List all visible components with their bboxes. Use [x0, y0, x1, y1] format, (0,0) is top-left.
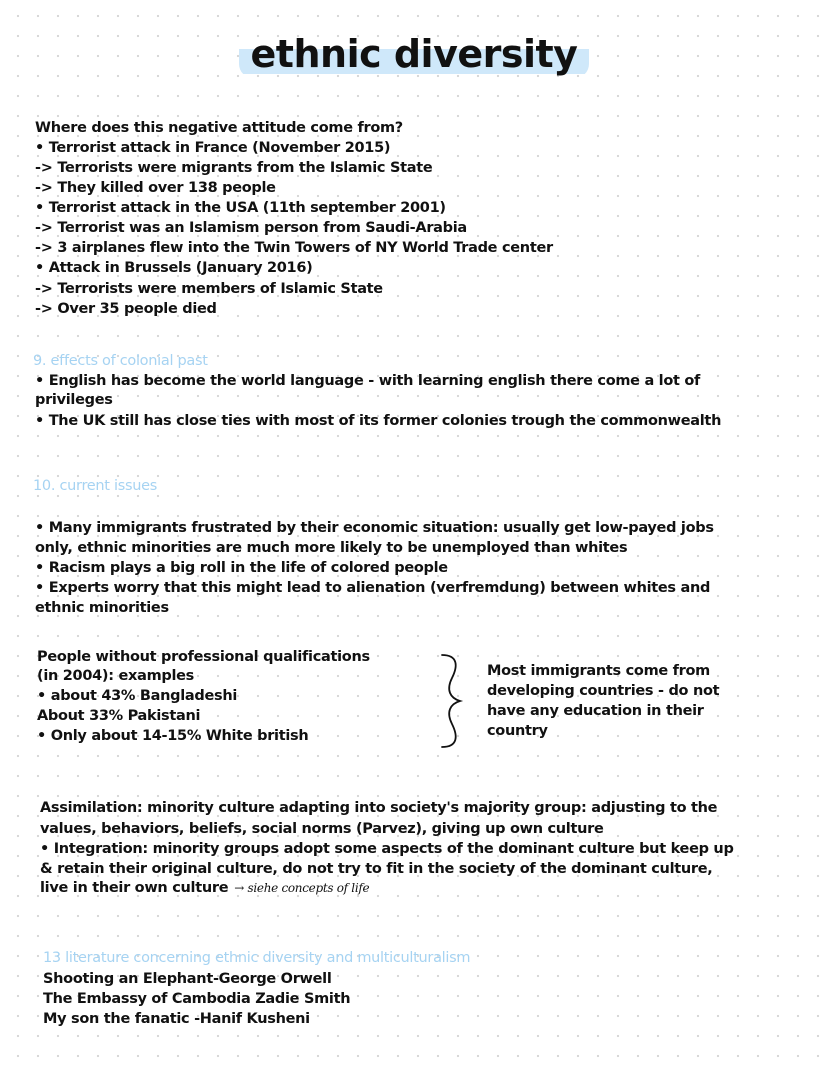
text-line: • Racism plays a big roll in the life of colored people — [35, 560, 448, 576]
text-line: -> They killed over 138 people — [35, 180, 276, 196]
text-line-content: live in their own culture — [40, 880, 229, 896]
text-line: -> Over 35 people died — [35, 301, 217, 317]
text-line: Assimilation: minority culture adapting into society's majority group: adjusting to the — [40, 800, 718, 816]
text-line: -> Terrorists were migrants from the Islamic State — [35, 160, 433, 176]
text-line: • Integration: minority groups adopt some aspects of the dominant culture but keep up — [40, 841, 734, 857]
text-line: & retain their original culture, do not try to fit in the society of the dominant culture, — [40, 861, 713, 877]
qualification-line: People without professional qualifications — [37, 649, 370, 665]
conclusion-line: country — [487, 723, 548, 739]
text-line: • Terrorist attack in France (November 2015) — [35, 140, 391, 156]
text-line: Where does this negative attitude come from? — [35, 120, 403, 136]
conclusion-line: have any education in their — [487, 703, 704, 719]
text-line: only, ethnic minorities are much more likely to be unemployed than whites — [35, 540, 628, 556]
section-heading-13: 13 literature concerning ethnic diversity and multiculturalism — [43, 950, 471, 966]
literature-item: Shooting an Elephant-George Orwell — [43, 971, 332, 987]
text-line: • Many immigrants frustrated by their economic situation: usually get low-payed jobs — [35, 520, 714, 536]
title-wrap — [0, 30, 828, 78]
curly-brace-icon — [436, 652, 470, 750]
text-line: -> 3 airplanes flew into the Twin Towers of NY World Trade center — [35, 240, 553, 256]
section-heading-10: 10. current issues — [33, 478, 157, 494]
qualification-line: • Only about 14-15% White british — [37, 728, 309, 744]
text-line: • English has become the world language - with learning english there come a lot of — [35, 373, 701, 389]
literature-item: My son the fanatic -Hanif Kusheni — [43, 1011, 310, 1027]
text-line: privileges — [35, 392, 113, 408]
text-line: • The UK still has close ties with most of its former colonies trough the commonwealth — [35, 413, 722, 429]
text-line: values, behaviors, beliefs, social norms (Parvez), giving up own culture — [40, 821, 604, 837]
qualification-line: About 33% Pakistani — [37, 708, 201, 724]
conclusion-line: developing countries - do not — [487, 683, 720, 699]
text-line — [40, 878, 369, 898]
section-heading-9: 9. effects of colonial past — [33, 353, 208, 369]
literature-item: The Embassy of Cambodia Zadie Smith — [43, 991, 351, 1007]
handwritten-note: → siehe concepts of life — [234, 881, 370, 895]
page-title: ethnic diversity — [239, 30, 590, 78]
text-line: -> Terrorists were members of Islamic State — [35, 281, 383, 297]
text-line: • Experts worry that this might lead to alienation (verfremdung) between whites and — [35, 580, 711, 596]
text-line: -> Terrorist was an Islamism person from Saudi-Arabia — [35, 220, 467, 236]
text-line: ethnic minorities — [35, 600, 169, 616]
text-line: • Terrorist attack in the USA (11th september 2001) — [35, 200, 446, 216]
qualification-line: (in 2004): examples — [37, 668, 194, 684]
text-line: • Attack in Brussels (January 2016) — [35, 260, 313, 276]
qualification-line: • about 43% Bangladeshi — [37, 688, 238, 704]
conclusion-line: Most immigrants come from — [487, 663, 710, 679]
